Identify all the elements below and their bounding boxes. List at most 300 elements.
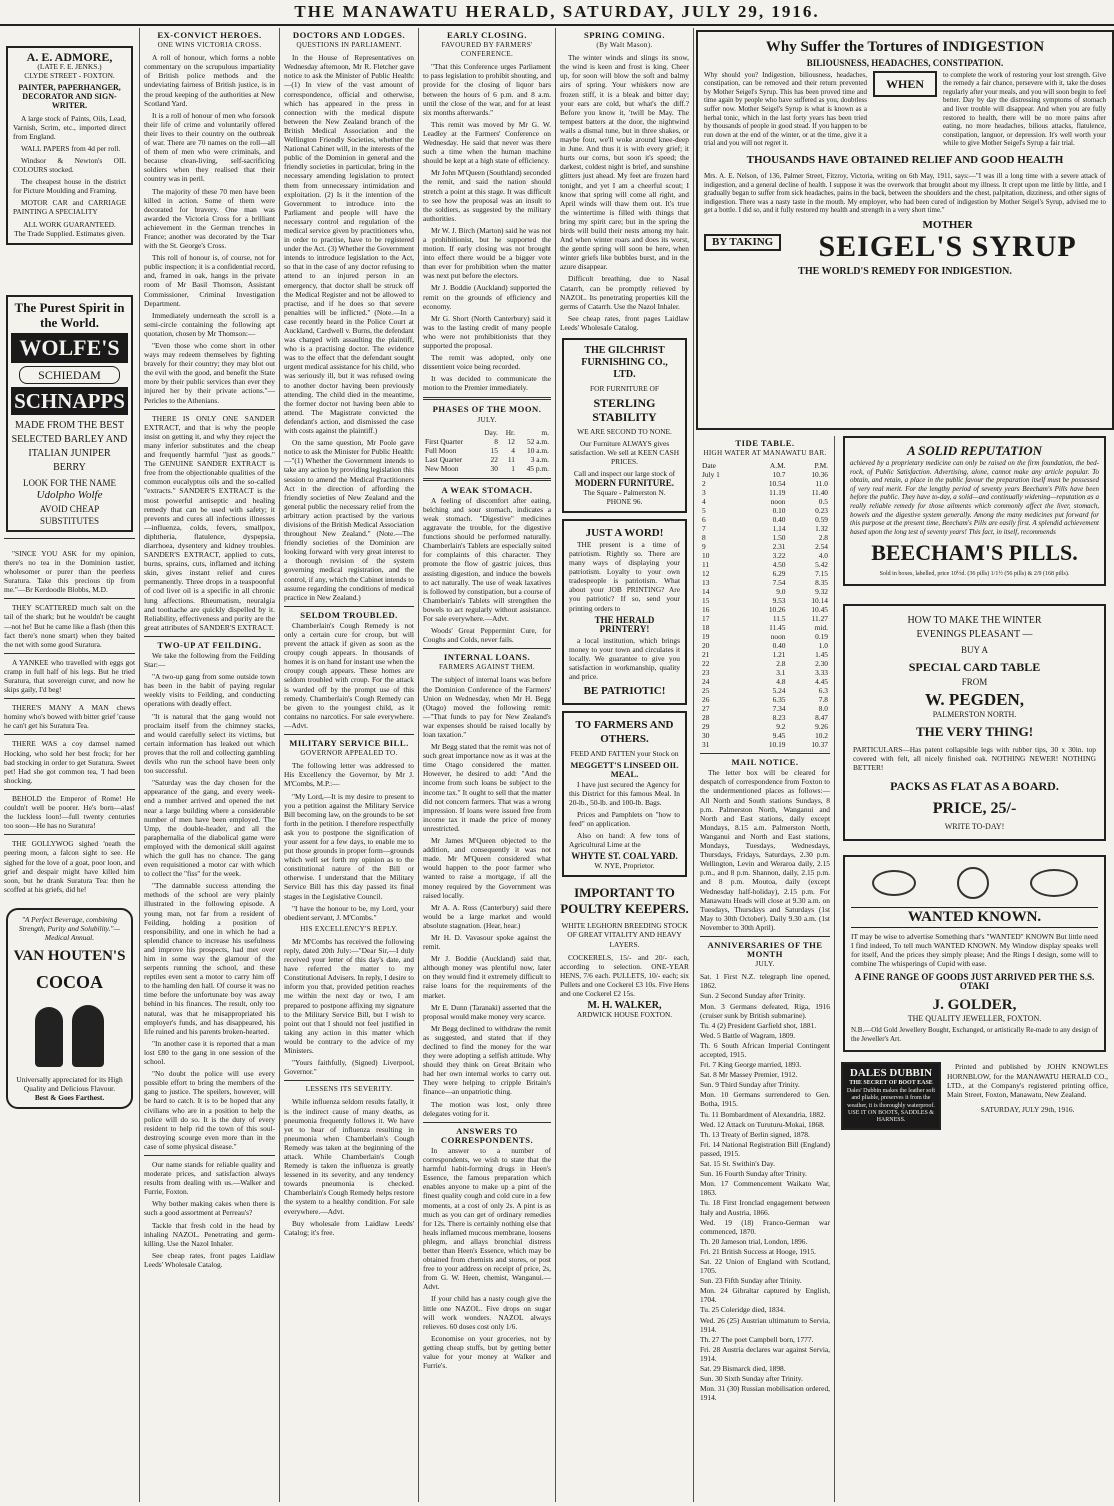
cell: noon: [770, 497, 786, 507]
headline: ANSWERS TO CORRESPONDENTS.: [440, 1125, 534, 1145]
cell: 10.14: [811, 596, 828, 606]
joke: "SINCE YOU ASK for my opinion, there's no tea in the Dominion tastier, wholesomer or purer than the peerless Suratura. Take this precious tip from me."—Br Kerdoodle Blobbs, M.D.: [4, 548, 135, 595]
list-item: Wed. 12 Attack on Turuturu-Mokai, 1868.: [700, 1119, 825, 1129]
table-row: [423, 446, 551, 455]
beecham-body: achieved by a proprietary medicine can only be raised on the firm foundation, the bed-rock, of Public Satisfaction. Advertising, alone, cannot make any article popular. To obtain, and retain, a place in the public favour the preparation itself must be possessed of very real merit. For the lengthy period of seventy years Beecham's Pills have been before the public. They have to-day, a solid—and continually widening—reputation as a really reliable remedy for those ailments which commonly affect the liver, stomach, bowels and the digestive system generally. Among the many medicines put forward for this purpose at the present time, Beecham's Pills are easily first. A splendid achievement based upon the long test of seventy years! This fact, in itself, recommends: [850, 459, 1099, 536]
admore-late: (LATE F. E. JENKS.): [37, 62, 102, 72]
mail-title: MAIL NOTICE.: [731, 757, 799, 768]
cell: 10.54: [768, 479, 786, 489]
cell: 8.23: [772, 713, 786, 723]
paragraph: In answer to a number of correspondents, we wish to state that the harmful habit-forming drugs in Heen's Essence, the famous preparation which enables anyone to make up a pint of the finest quality cough and cold cure in a few moments, at a cost of only 2s. A pint is as much as you can get of ordinary remedies for 12s. There is certainly nothing else that heals inflamed mucous membrane, loosens phlegm, and allays bronchial distress better than Heen's Essence, which may be obtained from chemists and stores, or post free to your address on receipt of price, 2s, from G. W. Heen, chemist, Wanganui.—Advt.: [423, 1145, 551, 1292]
paragraph: Buy wholesale from Laidlaw Leeds' Catalog; it's free.: [284, 1218, 414, 1237]
farmers-also: Also on hand: A few tons of Agricultural Lime at the: [569, 831, 680, 850]
seigel-sub: BILIOUSNESS, HEADACHES, CONSTIPATION.: [806, 58, 1004, 68]
jewellery-image: [851, 863, 1098, 903]
table-row: [700, 677, 830, 686]
cell: 4.45: [815, 677, 828, 687]
golder-range: A FINE RANGE OF GOODS JUST ARRIVED PER THE S.S. OTAKI: [854, 971, 1095, 992]
paragraph: See cheap rates, front pages Laidlaw Leeds' Wholesale Catalog.: [144, 1250, 275, 1269]
cell: 8.35: [815, 578, 828, 588]
cell: 3.33: [815, 668, 828, 678]
table-row: [700, 704, 830, 713]
poultry-body: COCKERELS, 15/- and 20/- each, according to selection. ONE-YEAR HENS, 7/6 each. PULLETS, 10/- each; six Pullets and one Cockerel £3 10s. Five Hens and one Cockerel £2 15s.: [560, 952, 689, 999]
dales-body: Dales' Dubbin makes the leather soft and pliable, preserves it from the weather, it is thoroughly waterproof. USE IT ON BOOTS, SADDLES & HARNESS.: [846, 1087, 936, 1124]
cell: 10.19: [768, 740, 786, 750]
paragraph: Our name stands for reliable quality and moderate prices, and satisfaction always results from dealing with us.—Walker and Furrie, Foxton.: [144, 1159, 275, 1197]
golder-name: J. GOLDER,: [932, 997, 1017, 1014]
cell: 1.32: [815, 524, 828, 534]
table-row: [700, 623, 830, 632]
subheadline: FAVOURED BY FARMERS' CONFERENCE.: [441, 41, 533, 59]
table-row: [700, 560, 830, 569]
list-item: Sat. 1 First N.Z. telegraph line opened, 1862.: [700, 972, 830, 991]
cell: 12: [507, 436, 515, 446]
pegden-body: PARTICULARS—Has patent collapsible legs with rubber tips, 30 x 30in. top covered with felt, all nicely finished oak. NOTHING NEWER! NOTHING BETTER!: [853, 745, 1096, 773]
cell: 1.45: [815, 650, 828, 660]
headline: TWO-UP AT FEILDING.: [157, 639, 262, 650]
beecham-brand: BEECHAM'S PILLS.: [871, 540, 1078, 566]
cell: July 1: [702, 470, 720, 480]
paragraph: We take the following from the Feilding Star:—: [144, 651, 275, 670]
table-row: [700, 722, 830, 731]
vanhouten-brand: VAN HOUTEN'S: [13, 948, 126, 965]
paragraph: "I have the honour to be, my Lord, your obedient servant, J. M'Combs.": [284, 903, 414, 922]
paragraph: This roll of honour is, of course, not for public inspection; it is a confidential record, and, framed in oak, hangs in the private room of Mr Basil Thomson, Assistant Commissioner, Criminal Investigation Department.: [144, 253, 275, 308]
table-row: [700, 470, 830, 479]
paragraph: While influenza seldom results fatally, it is the indirect cause of many deaths, as pneumonia frequently follows it. We have yet to hear of influenza resulting in pneumonia when Chamberlain's Cough Remedy was taken at the beginning of the attack. While Chamberlain's Cough Remedy is taken the influenza is greatly lessened in its severity, and any tendency towards pneumonia is checked. Chamberlain's Cough Remedy helps restore the system to a healthy condition. For sale everywhere.—Advt.: [284, 1097, 414, 1216]
table-row: [700, 551, 830, 560]
farmers-yard: WHYTE ST. COAL YARD.: [571, 851, 678, 862]
list-item: Th. 6 South African Imperial Contingent accepted, 1915.: [700, 1040, 830, 1059]
paragraph: Mr M'Combs has received the following reply, dated 20th July:—"Dear Sir,—I duly received your letter of this day's date, and have referred the matter to my Constitutional Advisers. In reply, I desire to inform you that, provided petition reaches me within the next day or two, I am prepared to postpone affixing my signature to the Military Service Bill, but I wish to point out that I should not feel justified in taking any action in this matter which would be contrary to the advice of my Ministers.: [284, 936, 414, 1056]
paragraph: "It is natural that the gang would not proclaim itself from the chimney stacks, and would carefully select its victims, but certain information has leaked out which proves that the roll and collecting gambling devils who run the school have been only too successful.: [144, 711, 275, 776]
poultry-name: M. H. WALKER,: [587, 1000, 662, 1012]
header-cell: m.: [541, 427, 549, 437]
paragraph: Mr H. D. Vavasour spoke against the remit.: [423, 932, 551, 952]
tide-table-grid: [700, 461, 830, 749]
word-herald: THE HERALD PRINTERY!: [594, 614, 655, 634]
paragraph: "A two-up gang from some outside town has been in the habit of paying regular weekly visits to Feilding, and conducting operations with deadly effect.: [144, 672, 275, 709]
list-item: Mon. 31 (30) Russian mobilisation ordered, 1914.: [700, 1384, 830, 1403]
paragraph: The motion was lost, only three delegates voting for it.: [423, 1099, 551, 1118]
poultry-ad: [560, 885, 689, 1019]
tide-sub: HIGH WATER AT MANAWATU BAR.: [703, 449, 827, 458]
brooch-icon: [957, 867, 989, 899]
cell: 6.3: [818, 686, 828, 696]
table-row: [700, 740, 830, 749]
cell: mid.: [814, 623, 828, 633]
paragraph: See cheap rates, front pages Laidlaw Leeds' Wholesale Catalog.: [560, 313, 689, 332]
seigel-bytaking: BY TAKING: [704, 234, 781, 251]
cell: 2.54: [815, 542, 828, 552]
cell: 1.0: [818, 641, 828, 651]
list-item: Wed. 19 (18) Franco-German war commenced, 1870.: [700, 1217, 830, 1236]
cell: 9: [702, 542, 706, 552]
paragraph: The winter winds and slings its snow, the wind is keen and frost is king. Cheer up, for soon will blow the soft and balmy airs of spring. Your whiskers now are frozen stiff, it is a bleak and bitter day; your ears are cold, but what's the diff.? Before you know it, 'twill be May. The tempest batters at the door, the nightwind wails a dismal tune, but in three shakes, or maybe four, we'll woke around knee-deep in June. And thus it is with every grief; it hurts our corns, but soon it's speed; the darkest, coldest night is brief, and sunshine glitters just ahead. My feet are frozen hard tonight, and yet I am a cheerful scout; I know that spring will come all right, and April winds will thaw them out. It's true the wintertime is filled with things that bring my spirit care; but in the spring the birds will build their nests among my hair. And when winter roars and does its worst, the gentle spring will soon be here, when winter griefs like bubbles burst, and in the azure disappear.: [560, 53, 689, 272]
paragraph: "In another case it is reported that a man lost £80 to the gang in one session of the school.: [144, 1038, 275, 1067]
paragraph: A roll of honour, which forms a noble commentary on the scrupulous impartiality of British police methods and the undeviating fairness of British justice, is in the proud keeping of the authorities at New Scotland Yard.: [144, 53, 275, 108]
anniv-title: ANNIVERSARIES OF THE MONTH: [707, 939, 823, 960]
list-item: Mon. 24 Gibraltar captured by English, 1704.: [700, 1286, 830, 1305]
anniversary-list: [700, 972, 830, 1402]
joke: THERE'S MANY A MAN chews hominy who's bowed with bitter grief 'cause he can't get his Suratura Tea.: [4, 703, 135, 731]
table-row: [423, 437, 551, 446]
paragraph: On the same question, Mr Poole gave notice to ask the Minister for Public Health:—"(1) Whether the Government intends to take any action by providing legislation this session to amend the Medical Practitioners Act in the direction of affording the friendly societies of New Zealand and the general public the necessary relief from the arbitrary action practised by the various divisions of the British Medical Association throughout New Zealand." (Note.—The friendly societies of the Dominion are looking forward with very great interest to a thorough revision of the system governing medical registration, and the control, if any, which the Cabinet intends to assume regarding the conditions of medical practice in New Zealand.): [284, 438, 414, 602]
admore-ad: [6, 46, 133, 245]
golder-poem: IT may be wise to advertise Something that's "WANTED" KNOWN But little need I find indeed, To tell much WANTED KNOWN. My Window display speaks well for itself, And the prices they simply please; And the Rings I design, some will to combine The whisperings of Cupid with ease.: [851, 931, 1098, 968]
cell: 2.31: [772, 542, 786, 552]
paragraph: "The damnable success attending the methods of the school are very plainly illustrated in the following episode. A young man, not far from a resident of Feilding, holding a position of responsibility, and one in which he had a splendid chance to increase his usefulness and improve his prospects, had met over him in some way the glamour of the serpents running the school, and these reptiles even sent a motor to carry him off to the hamling den hall. Of course it was no time before the unfortunate boy was away behind in his finances. The result, only too natural, was that he misappropriated his employer's funds, and has disappeared, his life ruined and his parents broken-hearted.: [144, 881, 275, 1036]
list-item: Sun. 16 Fourth Sunday after Trinity.: [700, 1169, 807, 1179]
suratura-jokes: [4, 549, 135, 894]
cell: 2.8: [818, 533, 828, 543]
list-item: Sun. 30 Sixth Sunday after Trinity.: [700, 1374, 803, 1384]
gilchrist-call: Call and inspect our large stock of: [573, 469, 676, 479]
header-cell: Date: [702, 461, 716, 471]
cell: 1.14: [772, 524, 786, 534]
farmers-prop: W. NYE, Proprietor.: [594, 861, 655, 871]
table-header-row: [423, 428, 551, 437]
table-row: [700, 533, 830, 542]
cell: 10.26: [768, 605, 786, 615]
admore-body: A large stock of Paints, Oils, Lead, Varnish, Scrim, etc., imported direct from England.: [13, 113, 126, 141]
pegden-price: PRICE, 25/-: [932, 799, 1017, 817]
cell: 7.34: [772, 704, 786, 714]
cell: 10.36: [811, 470, 828, 480]
seigel-tag: THE WORLD'S REMEDY FOR INDIGESTION.: [798, 265, 1012, 277]
list-item: Th. 20 Jameson trial, London, 1896.: [700, 1236, 808, 1246]
cell: 4: [511, 445, 515, 455]
table-row: [700, 695, 830, 704]
table-row: [700, 632, 830, 641]
cell: 3 a.m.: [530, 454, 549, 464]
joke: A YANKEE who travelled with eggs got cramp in full half of his legs. But he tried Suratura, that sovereign curer, and now he skips gaily, I'd beg!: [4, 657, 135, 695]
headline: EARLY CLOSING.: [447, 30, 527, 40]
cell: 0.23: [815, 506, 828, 516]
joke: THE GOLLYWOG sighed 'neath the peering moon, a falcon sight to see. He sighed for the love of a goat, poor loon, and grief and despair might have killed him soon, but he drank Suratura Tea: then he scoffed at his griefs, did he!: [4, 839, 135, 894]
paragraph: "My Lord,—It is my desire to present to you a petition against the Military Service Bill becoming law, on the grounds to be set forth in the petition. I therefore respectfully ask you to postpone the signification of your assent for a few days, to enable me to put those grounds in proper form—grounds which well set forth my opinion as to the constitutional nature of the Bill or otherwise. I understand that the Military Service Bill has this day passed its final stages in the Legislative Council.: [284, 791, 414, 901]
cell: 22: [490, 454, 498, 464]
cell: 5: [702, 506, 706, 516]
paragraph: Mr James M'Queen objected to the addition, and consequently it was not made. Mr M'Queen considered what would happen to the poor farmer who wanted to raise a mortgage, if all the money required by the Government was raised locally.: [423, 836, 551, 900]
cell: 8.0: [818, 704, 828, 714]
farmers-title: TO FARMERS AND OTHERS.: [575, 719, 674, 746]
golder-wanted: WANTED KNOWN.: [851, 907, 1098, 928]
cell: 23: [702, 668, 710, 678]
paragraph: The following letter was addressed to His Excellency the Governor, by Mr J. M'Combs, M.P.:—: [284, 761, 414, 789]
header-cell: Hr.: [505, 427, 515, 437]
paragraph: Mr A. A. Ross (Canterbury) said there would be a large market and would absolute stagnation. (Hear, hear.): [423, 902, 551, 930]
list-item: Th. 27 The poet Campbell born, 1777.: [700, 1334, 814, 1344]
cell: 3.1: [776, 668, 786, 678]
cell: 26: [702, 695, 710, 705]
wolfe-made: MADE FROM THE BEST SELECTED BARLEY AND ITALIAN JUNIPER BERRY: [11, 419, 128, 473]
cell: 7.15: [815, 569, 828, 579]
list-item: Sat. 29 Bismarck died, 1898.: [700, 1364, 786, 1373]
cell: 10.7: [772, 470, 786, 480]
gilchrist-address: The Square - Palmerston N.: [583, 487, 666, 497]
dales-secret: THE SECRET OF BOOT EASE: [849, 1080, 933, 1087]
table-row: [700, 542, 830, 551]
anniv-month: JULY.: [755, 960, 775, 969]
cell: 4.8: [776, 677, 786, 687]
paragraph: "That this Conference urges Parliament to pass legislation to prohibit shouting, and provide for the closing of liquor bars between the hours of 6 p.m. and 8 a.m. until the close of the war, and for at least six months afterwards.": [423, 62, 551, 117]
header-cell: [423, 428, 477, 437]
admore-address: CLYDE STREET - FOXTON.: [24, 71, 115, 81]
wolfe-look: LOOK FOR THE NAME: [22, 477, 117, 488]
header-cell: Day.: [484, 427, 498, 437]
poultry-place: ARDWICK HOUSE FOXTON.: [576, 1010, 673, 1020]
list-item: Fri. 7 King George married, 1893.: [700, 1060, 802, 1070]
table-row: [700, 650, 830, 659]
cell: 7.54: [772, 578, 786, 588]
cell: 11.5: [772, 614, 786, 624]
paragraph: Mr Begg stated that the remit was not of such great importance now as it was at the time Otago considered the matter. However, he desired to add: "And the income from such loans be subject to the income tax." It ought to sell that the matter did not concern farmers. That was a wrong impression. If loans were issued free from income tax it made the price of money unrestricted.: [423, 742, 551, 833]
list-item: Sat. 8 Mr Massey Premier, 1912.: [700, 1070, 798, 1080]
cell: First Quarter: [425, 436, 463, 446]
cell: 5.42: [815, 560, 828, 570]
column-2: [140, 28, 280, 1502]
column-1: [0, 28, 140, 1502]
cell: 9.32: [815, 587, 828, 597]
table-row: [700, 578, 830, 587]
cell: 10: [702, 551, 710, 561]
table-row: [423, 455, 551, 464]
imprint: Printed and published by JOHN KNOWLES HORNBLOW, for the MANAWATU HERALD CO., LTD., at the Company's registered printing office, Main Street, Foxton, Manawatu, New Zealand.: [947, 1062, 1108, 1099]
wolfe-product: SCHNAPPS: [11, 387, 128, 415]
paragraph: Mr J. Boddie (Auckland) said that, although money was plentiful now, later on they would find it extremely difficult to raise loans for the requirements of the market.: [423, 954, 551, 1000]
cell: 7.8: [818, 695, 828, 705]
ring-icon: [872, 870, 916, 896]
table-row: [423, 464, 551, 473]
moon-month: JULY.: [477, 415, 497, 424]
pegden-write: WRITE TO-DAY!: [944, 821, 1005, 831]
headline: SPRING COMING.: [583, 30, 665, 40]
cell: New Moon: [425, 463, 459, 473]
admore-trade: PAINTER, PAPERHANGER, DECORATOR AND SIGN-WRITER.: [18, 83, 121, 111]
golder-nb: N.B.—Old Gold Jewellery Bought, Exchanged, or artistically Re-made to any design of the Jeweller's Art.: [851, 1026, 1098, 1044]
paragraph: Mr J. Boddie (Auckland) supported the remit on the grounds of efficiency and economy.: [423, 283, 551, 311]
gilchrist-second: WE ARE SECOND TO NONE.: [577, 427, 672, 437]
cell: 0.59: [815, 515, 828, 525]
pegden-line2: EVENINGS PLEASANT —: [916, 628, 1033, 640]
paragraph: If your child has a nasty cough give the little one NAZOL. Five drops on sugar will work wonders. NAZOL always relieves. 60 doses cost only 1/6.: [423, 1294, 551, 1331]
subheadline: ONE WINS VICTORIA CROSS.: [157, 41, 262, 50]
paragraph: Immediately underneath the scroll is a semi-circle containing the following apt quotation, chosen by Mr Thomson:—: [144, 310, 275, 338]
cell: 3.22: [772, 551, 786, 561]
cell: 11.45: [769, 623, 786, 633]
gilchrist-phone: PHONE 96.: [606, 496, 643, 506]
paragraph: Mr John M'Queen (Southland) seconded the remit, and said the nation should stretch a point at this stage. It was difficult to see how the proposal was an insult to the soldiers, as suggested by the military authorities.: [423, 168, 551, 223]
table-row: [700, 641, 830, 650]
word-title: JUST A WORD!: [585, 526, 664, 539]
sander-ad: THERE IS ONLY ONE SANDER EXTRACT, and that is why the people insist on getting it, and why they reject the many inferior substitutes and the cheap and frequently harmful "just as goods." The GENUINE SANDER EXTRACT is free from the objectionable qualities of the common eucalyptus oils and the so-called "extracts." SANDER'S EXTRACT is the most powerful antiseptic and healing remedy that can be used with safety; it prevents and cures all infectious illnesses—influenza, colds, fevers, smallpox, diphtheria, flatulence, dyspepsia, diarrhoea, dysentery and kidney troubles. SANDER'S EXTRACT, applied to cuts, burns, sprains, cuts, inflamed and itching skin, gives instant relief and cures permanently. Three drops in a teaspoonful of cod liver oil is a specific in all chronic lung affections. Rheumatism, neuralgia and toothache are quickly dispelled by it. Reliability, effectiveness and purity are the great attributes of SANDER'S EXTRACT.: [144, 413, 275, 632]
vanhouten-ad: [6, 908, 133, 1110]
mail-body: The letter box will be cleared for despatch of correspondence from Foxton to the undermentioned places as follows:— All North and South stations Sundays, 8 p.m. Palmerston North, Wanganui and North and East stations, daily except Mondays, 8.15 a.m. Palmerston North, Wanganui and North and East stations, Mondays, Tuesdays, Wednesdays, Thursdays, Fridays, Saturdays, 2.30 p.m. Wellington, Levin and Weraroa daily, 2.15 p.m., and 8 p.m. Shannon, daily, 2.15 p.m. and 8 p.m. Moutoa, daily (except Wednesday half-holiday), 2.15 p.m. For Manawatu Heads will close at 9.30 a.m. on Tuesdays, Thursdays and Saturdays (1st May to 30th October). Daily 9.30 a.m. (1st November to 30th April).: [700, 768, 830, 932]
admore-body: WALL PAPERS from 4d per roll.: [21, 143, 121, 153]
table-header-row: [700, 461, 830, 470]
paragraph: Woods' Great Peppermint Cure, for Coughs and Colds, never fails.: [423, 626, 551, 645]
admore-trade-note: The Trade Supplied. Estimates given.: [14, 228, 125, 238]
cell: 6: [702, 515, 706, 525]
paragraph: Why bother making cakes when there is such a good assortment at Perreau's?: [144, 1199, 275, 1218]
seigel-ad: [696, 30, 1114, 430]
joke: THERE WAS a coy damsel named Hocking, who sold her best frock; for her bad stocking in order to get Suratura. Sweet pet! Had she got common tea, 'I had been shocking.: [4, 739, 135, 785]
paragraph: Mr Begg declined to withdraw the remit as suggested, and stated that if they declined to find the money for the war they were adopting a selfish attitude. Why should they think on Great Britain who had her own internal works to carry out. They were helping to cripple Britain's finance—an unpatriotic thing.: [423, 1023, 551, 1097]
table-row: [700, 605, 830, 614]
cell: 11: [507, 454, 515, 464]
header-cell: P.M.: [814, 461, 828, 471]
paragraph: "Yours faithfully, (Signed) Liverpool, Governor.": [284, 1058, 414, 1077]
cell: 12: [702, 569, 710, 579]
cell: 18: [702, 623, 710, 633]
table-row: [700, 506, 830, 515]
cell: 45 p.m.: [526, 463, 549, 473]
table-row: [700, 488, 830, 497]
admore-body: MOTOR CAR and CARRIAGE PAINTING A SPECIALITY: [13, 198, 126, 217]
cell: 6.29: [772, 569, 786, 579]
paragraph: Tackle that fresh cold in the head by inhaling NAZOL. Penetrating and germ-killing. Use the Nazol Inhaler.: [144, 1220, 275, 1248]
wolfe-avoid: AVOID CHEAP SUBSTITUTES: [39, 503, 100, 526]
headline: SELDOM TROUBLED.: [300, 609, 398, 620]
gilchrist-sterling: STERLING STABILITY: [592, 396, 657, 425]
subheadline: GOVERNOR APPEALED TO.: [300, 749, 398, 758]
cell: 20: [702, 641, 710, 651]
cell: 28: [702, 713, 710, 723]
cell: 21: [702, 650, 710, 660]
table-row: [700, 668, 830, 677]
pegden-line5: FROM: [961, 677, 988, 688]
cell: 9.0: [776, 587, 786, 597]
admore-body: Windsor & Newton's OIL COLOURS stocked.: [13, 155, 126, 175]
table-row: [700, 479, 830, 488]
farmers-body: I have just secured the Agency for this District for this famous Meal. In 20-lb., 50-lb. and 100-lb. Bags.: [569, 779, 680, 807]
column-6: [696, 436, 835, 1502]
seigel-mother: MOTHER: [922, 218, 973, 231]
pegden-line3: BUY A: [961, 644, 988, 655]
moon-title: PHASES OF THE MOON.: [432, 404, 542, 415]
cell: 4: [702, 497, 706, 507]
list-item: Sun. 9 Third Sunday after Trinity.: [700, 1080, 800, 1090]
list-item: Wed. 5 Battle of Wagram, 1809.: [700, 1030, 796, 1040]
moon-table: [423, 428, 551, 473]
beecham-title: A SOLID REPUTATION: [906, 443, 1043, 458]
cell: 11.40: [811, 488, 828, 498]
table-row: [700, 659, 830, 668]
tide-table: [700, 439, 830, 749]
cell: 7: [702, 524, 706, 534]
cell: 14: [702, 587, 710, 597]
pegden-packs: PACKS AS FLAT AS A BOARD.: [890, 778, 1059, 793]
cell: 4.0: [818, 551, 828, 561]
cell: 17: [702, 614, 710, 624]
paragraph: Difficult breathing, due to Nasal Catarrh, can be promptly relieved by NAZOL. Its penetrating properties kill the germs of Catarrh. Use the Nazol Inhaler.: [560, 274, 689, 311]
cell: 27: [702, 704, 710, 714]
table-row: [700, 497, 830, 506]
column-4: [419, 28, 556, 1502]
cell: 10.45: [811, 605, 828, 615]
paragraph: The majority of these 70 men have been killed in action. Some of them were decorated for bravery. One man was awarded the Victoria Cross for a brilliant achievement in the German trenches in France; another was decorated by the Tsar with the St. George's Cross.: [144, 186, 275, 251]
vanhouten-tag: Universally appreciated for its High Quality and Delicious Flavour.: [16, 1075, 123, 1094]
table-row: [700, 587, 830, 596]
cell: 0.40: [772, 515, 786, 525]
paragraph: It was decided to communicate the motion to the Premier immediately.: [423, 374, 551, 393]
cell: 30: [702, 731, 710, 741]
table-row: [700, 524, 830, 533]
cell: Last Quarter: [425, 454, 463, 464]
dales-ad: [841, 1062, 941, 1129]
headline: DOCTORS AND LODGES.: [292, 30, 406, 40]
cell: 11.27: [811, 614, 828, 624]
pegden-name: W. PEGDEN,: [924, 690, 1025, 710]
farmers-product: MEGGETT'S LINSEED OIL MEAL.: [570, 760, 679, 780]
byline: (By Walt Mason).: [596, 41, 653, 50]
subheadline: HIS EXCELLENCY'S REPLY.: [300, 924, 398, 933]
subheadline: FARMERS AGAINST THEM.: [439, 663, 535, 672]
masthead: THE MANAWATU HERALD, SATURDAY, JULY 29, 1916.: [0, 0, 1114, 26]
list-item: Sun. 2 Second Sunday after Trinity.: [700, 991, 806, 1001]
paragraph: The subject of internal loans was before the Dominion Conference of the Farmers' Union on Wednesday, when Mr H. Begg (Otago) moved the following remit:—"That funds to pay for New Zealand's war expenses should be raised locally by loan taxation.": [423, 675, 551, 739]
cell: Full Moon: [425, 445, 457, 455]
seigel-when: WHEN: [873, 71, 937, 97]
column-5: [556, 28, 694, 1502]
cell: noon: [770, 632, 786, 642]
list-item: Tu. 25 Coleridge died, 1834.: [700, 1305, 785, 1315]
cell: 1.50: [772, 533, 786, 543]
wolfe-ad: [6, 295, 133, 532]
cell: 5.24: [772, 686, 786, 696]
list-item: Sun. 23 Fifth Sunday after Trinity.: [700, 1276, 802, 1286]
cell: 1.21: [772, 650, 786, 660]
gilchrist-ad: [562, 338, 687, 513]
list-item: Fri. 14 National Registration Bill (England) passed, 1915.: [700, 1139, 830, 1158]
word-patriotic: BE PATRIOTIC!: [583, 685, 666, 698]
cell: 9.26: [815, 722, 828, 732]
cocoa-drinkers-image: [25, 999, 114, 1069]
column-3: [280, 28, 419, 1502]
cell: 24: [702, 677, 710, 687]
seigel-right: to complete the work of restoring your lost strength. Give the remedy a fair chance, persevere with it, take the doses regularly after your meals, and you will soon begin to feel better. Day by day the distressing symptoms of stomach and liver trouble will disappear. And when you are fully restored to health, there will be no more pains after eating, no more headaches, bilious attacks, flatulence, constipation, languor, or depression. It's well worth your while to give Mother Seigel's Syrup a fair trial.: [943, 70, 1106, 148]
cell: 2: [702, 479, 706, 489]
gilchrist-for: FOR FURNITURE OF: [590, 384, 659, 393]
list-item: Mon. 10 Germans surrendered to Gen. Botha, 1915.: [700, 1090, 830, 1109]
cell: 19: [702, 632, 710, 642]
golder-trade: THE QUALITY JEWELLER, FOXTON.: [907, 1014, 1042, 1024]
seigel-thousands: THOUSANDS HAVE OBTAINED RELIEF AND GOOD HEALTH: [746, 153, 1064, 166]
subheadline: QUESTIONS IN PARLIAMENT.: [296, 41, 402, 50]
seigel-brand: SEIGEL'S SYRUP: [818, 229, 1077, 263]
farmers-ad: [562, 711, 687, 877]
table-row: [700, 596, 830, 605]
moon-phases: [423, 405, 551, 472]
headline: MILITARY SERVICE BILL.: [289, 738, 409, 749]
golder-ad: [843, 855, 1106, 1053]
paragraph: Mr E. Dunn (Taranaki) asserted that the proposal would make money very scarce.: [423, 1002, 551, 1021]
table-row: [700, 515, 830, 524]
paragraph: Economise on your groceries, not by getting cheap stuffs, but by getting better value for your money at Walker and Furrie's.: [423, 1333, 551, 1371]
seigel-head: Why Suffer the Tortures of INDIGESTION: [765, 39, 1045, 55]
cell: 2.8: [776, 659, 786, 669]
gilchrist-modern: MODERN FURNITURE.: [575, 477, 674, 488]
seigel-left: Why should you? Indigestion, biliousness, headaches, constipation, can be removed and their return prevented by Mother Seigel's Syrup. This has been proved time and time again by people who have suffered as you, doubtless suffer now. Mother Seigel's Syrup is what is known as a herbal tonic, which in the last forty years has been tried by thousands of people in good stead. If you happen to be run down at the end of the winter, or at the time, give it a trial and you will not regret it.: [704, 70, 867, 148]
paragraph: The remit was adopted, only one dissentient voice being recorded.: [423, 353, 551, 372]
pegden-ad: [843, 604, 1106, 841]
cell: 13: [702, 578, 710, 588]
tide-title: TIDE TABLE.: [735, 438, 795, 448]
headline: EX-CONVICT HEROES.: [157, 30, 262, 40]
wolfe-kind: SCHIEDAM: [19, 366, 120, 384]
column-7: [835, 436, 1114, 1502]
